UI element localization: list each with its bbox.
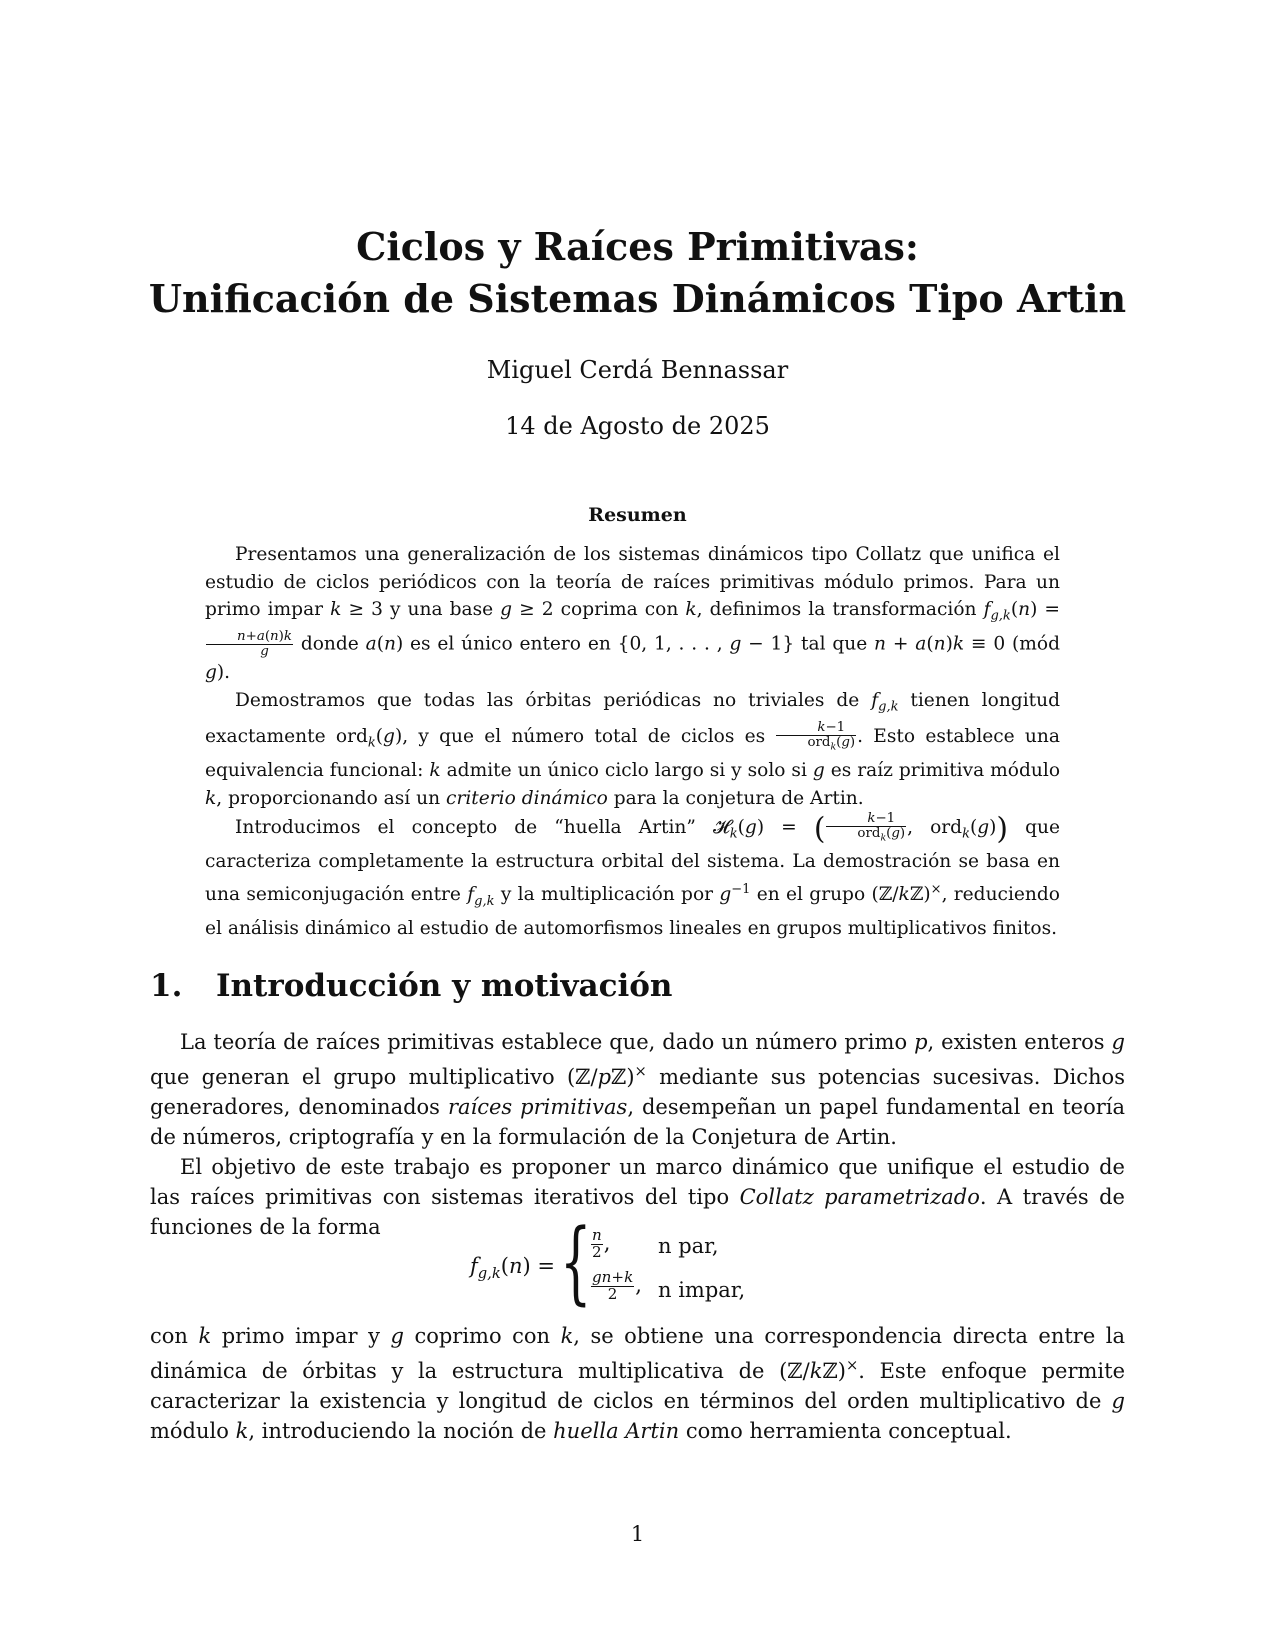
- equation-lhs: $f_{g,k}(n)$ =: [470, 1254, 555, 1283]
- display-equation: [470, 1210, 790, 1315]
- section-number: 1.: [150, 968, 183, 1004]
- abstract-paragraph-1: Presentamos una generalización de los sistemas dinámicos tipo Collatz que unifica el estudio de ciclos periódicos con la teoría de raíces primitivas módulo primos. Para un primo impar k ≥ 3 y una base g ≥ 2 coprima con k, definimos la transformación $f_{g,k}(n)$ = $\frac{n+a(n)k}{g}$ donde a(n) es el único entero en {0, 1, . . . , g − 1} tal que n + a(n)k ≡ 0 (mód g).: [205, 544, 1060, 684]
- case-1-expression: $\frac{n}{2}$ ,: [592, 1226, 611, 1261]
- author: Miguel Cerdá Bennassar: [486, 356, 789, 384]
- page-number: 1: [630, 1522, 645, 1546]
- fraction: $\frac{n+a(n)k}{g}$: [206, 630, 293, 659]
- fraction: $\frac{k-1}{ord_k(g)}$: [826, 812, 906, 844]
- date: 14 de Agosto de 2025: [505, 412, 770, 440]
- case-2-condition: n impar,: [658, 1278, 746, 1302]
- abstract-heading: Resumen: [588, 504, 687, 526]
- left-brace: {: [560, 1210, 592, 1315]
- case-1-condition: n par,: [658, 1234, 719, 1258]
- abstract-paragraph-3: Introducimos el concepto de “huella Artin” 𝓗$_k$(g) = ( $\frac{k-1}{ord_k(g)}$ , ord$_k$(g)) que caracteriza completamente la estructura orbital del sistema. La demostración se basa en una semiconjugación entre $f_{g,k}$ y la multiplicación por $g^{-1}$ en el grupo (ℤ/kℤ)×, reduciendo el análisis dinámico al estudio de automorfismos lineales en grupos multiplicativos finitos.: [205, 811, 1060, 939]
- body-paragraph-2: El objetivo de este trabajo es proponer un marco dinámico que unifique el estudio de las raíces primitivas con sistemas iterativos del tipo Collatz parametrizado. A través de funciones de la forma: [150, 1155, 1125, 1239]
- body-paragraph-1: La teoría de raíces primitivas establece que, dado un número primo p, existen enteros g que generan el grupo multiplicativo (ℤ/pℤ)× mediante sus potencias sucesivas. Dichos generadores, denominados raíces primitivas, desempeñan un papel fundamental en teoría de números, criptografía y en la formulación de la Conjetura de Artin.: [150, 1030, 1125, 1149]
- abstract: [205, 541, 1060, 942]
- section-1-body-bottom: [150, 1321, 1125, 1446]
- section-heading: [150, 968, 672, 1004]
- case-2-expression: $\frac{gn+k}{2}$ ,: [592, 1268, 642, 1303]
- body-paragraph-3: con k primo impar y g coprimo con k, se obtiene una correspondencia directa entre la dinámica de órbitas y la estructura multiplicativa de (ℤ/kℤ)×. Este enfoque permite caracterizar la existencia y longitud de ciclos en términos del orden multiplicativo de g módulo k, introduciendo la noción de huella Artin como herramienta conceptual.: [150, 1324, 1126, 1443]
- section-title: Introducción y motivación: [216, 968, 673, 1004]
- paper-title-line-1: Ciclos y Raíces Primitivas:: [356, 224, 919, 269]
- fraction: $\frac{k-1}{ord_k(g)}$: [776, 721, 856, 753]
- section-1-body-top: [150, 1027, 1125, 1242]
- paper-title-line-2: Unificación de Sistemas Dinámicos Tipo Artin: [148, 276, 1127, 321]
- abstract-paragraph-2: Demostramos que todas las órbitas periódicas no triviales de $f_{g,k}$ tienen longitud exactamente ord$_k$(g), y que el número total de ciclos es $\frac{k-1}{ord_k(g)}$ . Esto establece una equivalencia funcional: k admite un único ciclo largo si y solo si g es raíz primitiva módulo k, proporcionando así un criterio dinámico para la conjetura de Artin.: [205, 689, 1061, 809]
